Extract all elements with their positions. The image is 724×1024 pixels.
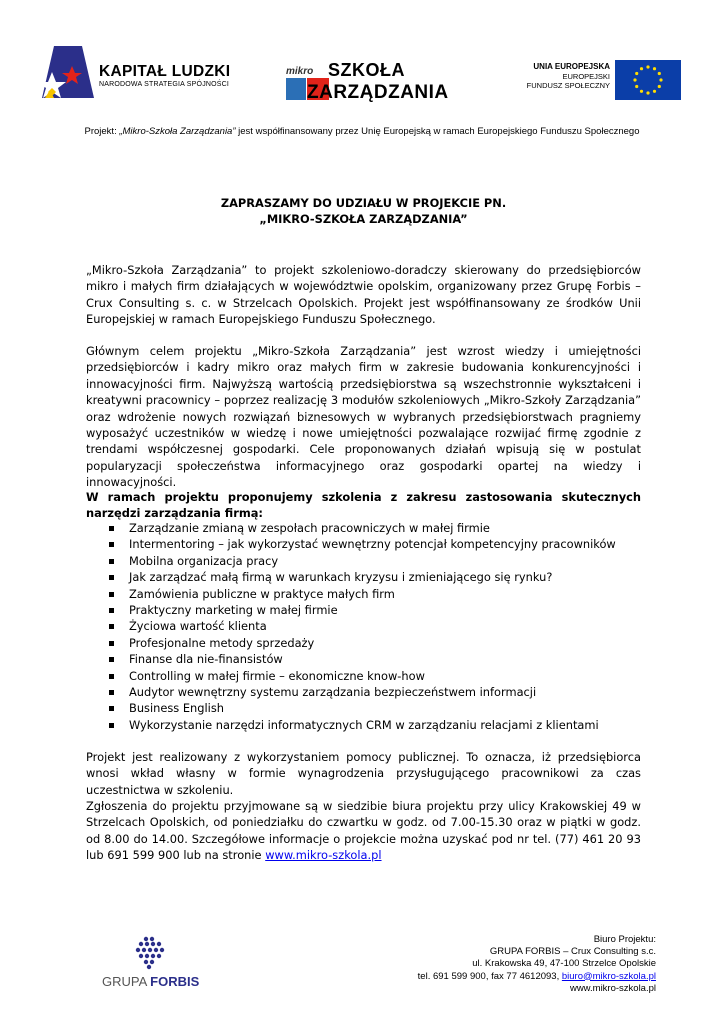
training-item — [108, 717, 648, 733]
eu-star — [640, 67, 643, 70]
ue-line2: EUROPEJSKI — [562, 71, 610, 81]
bullet-icon — [109, 641, 114, 646]
logo-dot — [148, 948, 152, 952]
bullet-icon — [109, 559, 114, 564]
training-item — [108, 553, 648, 569]
trainings-heading: W ramach projektu proponujemy szkolenia z zakresu zastosowania skutecznych narzędzi zarządzania firmą: — [86, 490, 641, 521]
intro-paragraph: „Mikro-Szkoła Zarządzania” to projekt szkoleniowo-doradczy skierowany do przedsiębiorców mikro i małych firm działających w województwie opolskim, organizowany przez Grupę Forbis – Crux Consulting s. c. w Strzelcach Opolskich. Projekt jest współfinansowany ze środków Unii Europejskiej w ramach Europejskiego Funduszu Społecznego. — [86, 263, 641, 327]
eu-star — [635, 72, 638, 75]
email-link[interactable]: biuro@mikro-szkola.pl — [561, 970, 656, 982]
ue-line3: FUNDUSZ SPOŁECZNY — [526, 81, 610, 91]
footer-website: www.mikro-szkola.pl — [569, 982, 656, 994]
logo-dot — [151, 942, 155, 946]
ue-line1: UNIA EUROPEJSKA — [533, 62, 610, 71]
eu-star — [658, 85, 661, 88]
training-item — [108, 520, 648, 536]
ue-efs-text — [510, 62, 610, 91]
grupa-forbis-logo-icon — [134, 936, 168, 970]
bullet-icon — [109, 674, 114, 679]
logo-dot — [144, 937, 148, 941]
eu-star — [633, 78, 636, 81]
eu-star — [635, 85, 638, 88]
eu-star — [653, 90, 656, 93]
bullet-icon — [109, 657, 114, 662]
training-label: Zamówienia publiczne w praktyce małych firm — [129, 586, 395, 601]
szkola-logo-line1: SZKOŁA — [328, 60, 405, 80]
contact-line — [418, 971, 656, 983]
website-link[interactable]: www.mikro-szkola.pl — [265, 848, 382, 863]
phones: tel. 691 599 900, fax 77 4612093, — [417, 970, 562, 982]
logo-dot — [142, 948, 146, 952]
registration-paragraph — [86, 798, 641, 864]
eu-star — [640, 90, 643, 93]
project-name: „Mikro-Szkoła Zarządzania” — [119, 126, 236, 137]
grupa-word: GRUPA — [102, 974, 151, 989]
bullet-icon — [109, 723, 114, 728]
logo-dot — [139, 942, 143, 946]
training-label: Business English — [129, 701, 224, 716]
eu-flag-icon — [615, 60, 681, 100]
training-label: Wykorzystanie narzędzi informatycznych CRM w zarządzaniu relacjami z klientami — [129, 717, 599, 732]
logo-dot — [151, 954, 155, 958]
logo-dot — [145, 954, 149, 958]
logo-dot — [157, 942, 161, 946]
title-line1: ZAPRASZAMY DO UDZIAŁU W PROJEKCIE PN. — [220, 196, 507, 210]
bullet-icon — [109, 526, 114, 531]
company-name: GRUPA FORBIS – Crux Consulting s.c. — [489, 946, 656, 958]
bullet-icon — [109, 624, 114, 629]
trainings-list — [108, 520, 648, 733]
training-label: Życiowa wartość klienta — [129, 619, 267, 634]
office-label: Biuro Projektu: — [593, 934, 656, 945]
eu-star — [653, 67, 656, 70]
logo-dot — [150, 960, 154, 964]
forbis-word: FORBIS — [150, 974, 200, 989]
training-label: Jak zarządzać małą firmą w warunkach kryzysu i zmieniającego się rynku? — [129, 570, 553, 585]
training-item — [108, 651, 648, 667]
invitation-title — [86, 195, 641, 228]
eu-star — [646, 65, 649, 68]
project-prefix: Projekt: — [84, 126, 120, 137]
footer-address — [418, 934, 656, 995]
training-item — [108, 536, 648, 552]
training-label: Controlling w małej firmie – ekonomiczne know-how — [129, 668, 425, 683]
training-item — [108, 635, 648, 651]
kapital-ludzki-title: KAPITAŁ LUDZKI — [99, 63, 231, 80]
training-label: Audytor wewnętrzny systemu zarządzania bezpieczeństwem informacji — [129, 685, 537, 700]
training-label: Zarządzanie zmianą w zespołach pracowniczych w małej firmie — [129, 521, 490, 535]
logo-dot — [145, 942, 149, 946]
training-item — [108, 586, 648, 602]
training-label: Profesjonalne metody sprzedaży — [129, 635, 315, 650]
logo-dot — [160, 948, 164, 952]
training-label: Finanse dla nie-finansistów — [129, 652, 283, 667]
logo-dot — [144, 960, 148, 964]
logo-dot — [147, 965, 151, 969]
bullet-icon — [109, 542, 114, 547]
eu-star — [659, 78, 662, 81]
training-item — [108, 602, 648, 618]
bullet-icon — [109, 592, 114, 597]
registration-text: Zgłoszenia do projektu przyjmowane są w siedzibie biura projektu przy ulicy Krakowskiej 49 w Strzelcach Opolskich, od poniedziałku do czwartku w godz. od 7.00-15.30 oraz w piątki w godz. od 8.00 do 14.00. Szczegółowe informacje o projekcie można uzyskać pod nr tel. (77) 461 20 93 lub 691 599 900 lub na stronie — [86, 799, 641, 863]
szkola-logo-mikro: mikro — [286, 66, 314, 77]
logo-dot — [157, 954, 161, 958]
training-label: Mobilna organizacja pracy — [129, 553, 279, 568]
training-item — [108, 684, 648, 700]
street-address: ul. Krakowska 49, 47-100 Strzelce Opolskie — [472, 958, 656, 970]
training-label: Praktyczny marketing w małej firmie — [129, 603, 338, 618]
logo-dot — [154, 948, 158, 952]
title-line2: „MIKRO-SZKOŁA ZARZĄDZANIA” — [259, 212, 468, 227]
bullet-icon — [109, 608, 114, 613]
bullet-icon — [109, 706, 114, 711]
kapital-ludzki-logo — [42, 44, 96, 100]
public-aid-paragraph: Projekt jest realizowany z wykorzystaniem pomocy publicznej. To oznacza, iż przedsiębiorca wnosi wkład własny w formie wynagrodzenia przysługującego pracownikowi za czas uczestnictwa w szkoleniu. — [86, 750, 641, 797]
project-suffix: jest współfinansowany przez Unię Europejską w ramach Europejskiego Funduszu Społecznego — [235, 126, 640, 137]
eu-star — [658, 72, 661, 75]
szkola-logo-line2: ZARZĄDZANIA — [307, 82, 449, 103]
goal-paragraph: Głównym celem projektu „Mikro-Szkoła Zarządzania” jest wzrost wiedzy i umiejętności przedsiębiorców i kadry mikro oraz małych firm w zakresie budowania konkurencyjności i innowacyjności firm. Najwyższą wartością przedsiębiorstwa są wszechstronnie wykształceni i kreatywni pracownicy – poprzez realizację 3 modułów szkoleniowych „Mikro-Szkoły Zarządzania” oraz wdrożenie nowych rozwiązań biznesowych w wybranych przedsiębiorstwach pragniemy wyposażyć uczestników w wiedzę i nowe umiejętności pozwalające rozwijać firmę zgodnie z trendami współczesnej gospodarki. Cele proponowanych działań wpisują się w postulat popularyzacji społeczeństwa informacyjnego oraz gospodarki opartej na wiedzy i innowacyjności. — [86, 344, 641, 490]
kapital-ludzki-subtitle: NARODOWA STRATEGIA SPÓJNOŚCI — [99, 81, 230, 88]
training-item — [108, 618, 648, 634]
training-item — [108, 668, 648, 684]
logo-dot — [136, 948, 140, 952]
training-label: Intermentoring – jak wykorzystać wewnętrzny potencjał kompetencyjny pracowników — [129, 537, 616, 552]
logo-dot — [139, 954, 143, 958]
training-item — [108, 700, 648, 716]
grupa-forbis-logo-text — [102, 974, 199, 989]
training-item — [108, 569, 648, 585]
eu-star — [646, 91, 649, 94]
bullet-icon — [109, 575, 114, 580]
project-cofinance-line — [0, 126, 724, 137]
bullet-icon — [109, 690, 114, 695]
logo-dot — [150, 937, 154, 941]
